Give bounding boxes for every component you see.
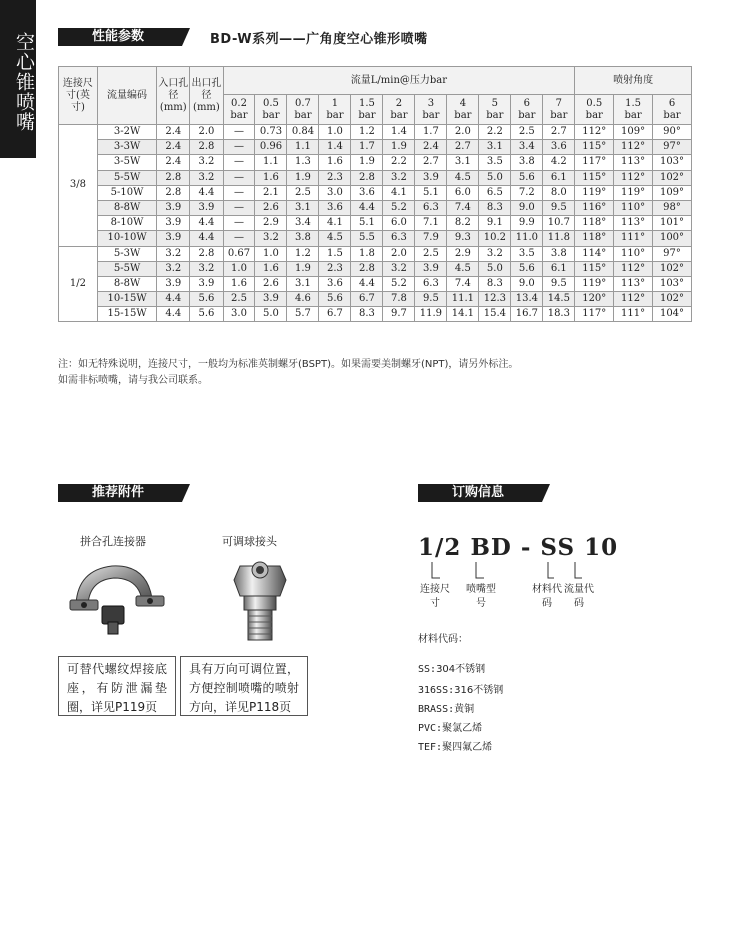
flow-value-cell: 9.7 xyxy=(383,307,415,322)
pressure-value: 3 xyxy=(427,97,435,109)
pressure-unit: bar xyxy=(663,109,681,121)
code-part-model: BD xyxy=(470,534,512,561)
flow-value-cell: 2.2 xyxy=(383,155,415,170)
flow-value-cell: — xyxy=(223,200,255,215)
inlet-diameter-cell: 3.2 xyxy=(157,246,190,261)
outlet-diameter-cell: 3.2 xyxy=(190,155,223,170)
pressure-unit: bar xyxy=(422,109,440,121)
flow-value-cell: 3.0 xyxy=(223,307,255,322)
spray-angle-cell: 97° xyxy=(653,140,692,155)
flow-value-cell: 6.5 xyxy=(479,185,511,200)
flow-value-cell: 2.9 xyxy=(447,246,479,261)
outlet-diameter-cell: 2.8 xyxy=(190,246,223,261)
flow-value-cell: 3.8 xyxy=(511,155,543,170)
flow-value-cell: 1.9 xyxy=(351,155,383,170)
accessory-name: 拼合孔连接器 xyxy=(80,535,146,548)
flow-value-cell: 9.5 xyxy=(543,276,575,291)
flow-value-cell: 6.3 xyxy=(415,200,447,215)
code-part-material: SS xyxy=(540,534,576,561)
flow-value-cell: 8.0 xyxy=(543,185,575,200)
flow-value-cell: 2.8 xyxy=(351,170,383,185)
flow-code-cell: 3-2W xyxy=(97,125,156,140)
material-item: 316SS:316不锈钢 xyxy=(418,685,504,696)
flow-value-cell: — xyxy=(223,216,255,231)
spray-angle-cell: 101° xyxy=(653,216,692,231)
flow-value-cell: 5.6 xyxy=(511,170,543,185)
flow-value-cell: 3.1 xyxy=(287,276,319,291)
inlet-diameter-cell: 3.9 xyxy=(157,200,190,215)
flow-value-cell: 3.4 xyxy=(511,140,543,155)
flow-value-cell: 11.1 xyxy=(447,292,479,307)
flow-code-cell: 5-3W xyxy=(97,246,156,261)
col-header-outlet: 出口孔径(mm) xyxy=(190,67,223,125)
flow-value-cell: — xyxy=(223,185,255,200)
flow-value-cell: 3.5 xyxy=(479,155,511,170)
accessories-section-header: 推荐附件 xyxy=(58,484,182,502)
flow-value-cell: 13.4 xyxy=(511,292,543,307)
inlet-diameter-cell: 3.9 xyxy=(157,216,190,231)
flow-value-cell: 1.0 xyxy=(255,246,287,261)
flow-value-cell: 7.9 xyxy=(415,231,447,246)
pressure-value: 0.5 xyxy=(263,97,279,109)
inlet-diameter-cell: 2.4 xyxy=(157,155,190,170)
spray-angle-cell: 119° xyxy=(575,276,614,291)
flow-value-cell: 9.3 xyxy=(447,231,479,246)
flow-value-cell: 2.2 xyxy=(479,125,511,140)
spray-angle-cell: 114° xyxy=(575,246,614,261)
flow-value-cell: 3.1 xyxy=(447,155,479,170)
pressure-unit: bar xyxy=(486,109,504,121)
spray-angle-cell: 110° xyxy=(614,200,653,215)
flow-value-cell: 7.1 xyxy=(415,216,447,231)
inlet-diameter-cell: 2.8 xyxy=(157,185,190,200)
flow-value-cell: 8.3 xyxy=(351,307,383,322)
col-header-inlet: 入口孔径(mm) xyxy=(157,67,190,125)
flow-value-cell: 2.1 xyxy=(255,185,287,200)
col-header-connection: 连接尺寸(英寸) xyxy=(59,67,98,125)
accessory-name: 可调球接头 xyxy=(222,535,277,548)
pressure-value: 4 xyxy=(459,97,467,109)
spray-angle-cell: 104° xyxy=(653,307,692,322)
outlet-diameter-cell: 4.4 xyxy=(190,231,223,246)
flow-value-cell: 7.4 xyxy=(447,200,479,215)
flow-value-cell: 3.5 xyxy=(511,246,543,261)
flow-value-cell: 4.2 xyxy=(543,155,575,170)
flow-code-cell: 5-10W xyxy=(97,185,156,200)
flow-value-cell: 1.0 xyxy=(319,125,351,140)
pressure-unit: bar xyxy=(624,109,642,121)
code-part-dash: - xyxy=(520,534,532,561)
pressure-value: 6 xyxy=(523,97,531,109)
spray-angle-cell: 103° xyxy=(653,276,692,291)
spray-angle-cell: 117° xyxy=(575,155,614,170)
flow-value-cell: 5.0 xyxy=(479,170,511,185)
outlet-diameter-cell: 5.6 xyxy=(190,292,223,307)
spray-angle-cell: 103° xyxy=(653,155,692,170)
flow-value-cell: 2.0 xyxy=(383,246,415,261)
flow-value-cell: — xyxy=(223,170,255,185)
note-line: 注：如无特殊说明，连接尺寸，一般均为标准英制螺牙(BSPT)。如果需要美制螺牙(NPT)，请另外标注。 xyxy=(58,359,519,370)
flow-value-cell: 1.7 xyxy=(351,140,383,155)
flow-value-cell: 3.9 xyxy=(255,292,287,307)
flow-value-cell: 4.6 xyxy=(287,292,319,307)
performance-section-header: 性能参数 xyxy=(58,28,182,46)
flow-value-cell: 3.9 xyxy=(415,261,447,276)
flow-value-cell: — xyxy=(223,155,255,170)
flow-code-cell: 3-3W xyxy=(97,140,156,155)
flow-value-cell: 5.2 xyxy=(383,200,415,215)
flow-value-cell: 12.3 xyxy=(479,292,511,307)
flow-code-cell: 15-15W xyxy=(97,307,156,322)
material-item: PVC:聚氯乙烯 xyxy=(418,723,483,734)
flow-value-cell: 3.6 xyxy=(351,185,383,200)
flow-code-cell: 8-8W xyxy=(97,200,156,215)
flow-value-cell: 4.4 xyxy=(351,200,383,215)
flow-value-cell: 2.5 xyxy=(415,246,447,261)
flow-value-cell: 3.6 xyxy=(543,140,575,155)
pressure-unit: bar xyxy=(585,109,603,121)
spray-angle-cell: 100° xyxy=(653,231,692,246)
flow-value-cell: 3.8 xyxy=(287,231,319,246)
flow-value-cell: 5.6 xyxy=(319,292,351,307)
flow-value-cell: 11.8 xyxy=(543,231,575,246)
pressure-value: 0.2 xyxy=(231,97,247,109)
outlet-diameter-cell: 3.2 xyxy=(190,170,223,185)
spray-angle-cell: 113° xyxy=(614,276,653,291)
inlet-diameter-cell: 3.9 xyxy=(157,231,190,246)
flow-value-cell: 1.2 xyxy=(351,125,383,140)
flow-code-cell: 8-8W xyxy=(97,276,156,291)
spray-angle-cell: 111° xyxy=(614,231,653,246)
flow-value-cell: 1.9 xyxy=(287,170,319,185)
flow-value-cell: 3.2 xyxy=(479,246,511,261)
flow-value-cell: 2.7 xyxy=(447,140,479,155)
pressure-value: 0.5 xyxy=(586,97,603,109)
connection-size-cell: 3/8 xyxy=(59,125,98,247)
flow-value-cell: 8.3 xyxy=(479,200,511,215)
flow-value-cell: 1.4 xyxy=(319,140,351,155)
spray-angle-cell: 119° xyxy=(614,185,653,200)
spray-angle-cell: 90° xyxy=(653,125,692,140)
side-category-tab: 空心锥喷嘴 xyxy=(0,0,36,158)
material-item: TEF:聚四氟乙烯 xyxy=(418,742,493,753)
outlet-diameter-cell: 3.2 xyxy=(190,261,223,276)
outlet-diameter-cell: 4.4 xyxy=(190,185,223,200)
pressure-unit: bar xyxy=(454,109,472,121)
flow-value-cell: 7.4 xyxy=(447,276,479,291)
flow-value-cell: 2.8 xyxy=(351,261,383,276)
pressure-value: 1.5 xyxy=(358,97,375,109)
col-header-flow-code: 流量编码 xyxy=(97,67,156,125)
flow-value-cell: 18.3 xyxy=(543,307,575,322)
flow-value-cell: 1.6 xyxy=(319,155,351,170)
material-item: BRASS:黄铜 xyxy=(418,704,475,715)
pressure-value: 1.5 xyxy=(625,97,642,109)
pressure-value: 5 xyxy=(491,97,499,109)
pressure-unit: bar xyxy=(550,109,568,121)
connection-size-cell: 1/2 xyxy=(59,246,98,322)
spray-angle-cell: 109° xyxy=(614,125,653,140)
col-header-flow: 流量L/min@压力bar xyxy=(223,67,575,95)
pressure-unit: bar xyxy=(294,109,312,121)
outlet-diameter-cell: 3.9 xyxy=(190,276,223,291)
flow-value-cell: — xyxy=(223,140,255,155)
flow-value-cell: 3.4 xyxy=(287,216,319,231)
pressure-unit: bar xyxy=(262,109,280,121)
flow-value-cell: 9.9 xyxy=(511,216,543,231)
flow-value-cell: — xyxy=(223,231,255,246)
flow-value-cell: 2.3 xyxy=(319,170,351,185)
pressure-unit: bar xyxy=(358,109,376,121)
flow-value-cell: 14.5 xyxy=(543,292,575,307)
flow-code-cell: 5-5W xyxy=(97,170,156,185)
spray-angle-cell: 102° xyxy=(653,292,692,307)
order-label-material: 材料代码 xyxy=(532,584,562,609)
pressure-value: 1 xyxy=(331,97,339,109)
flow-value-cell: — xyxy=(223,125,255,140)
accessory-description: 具有万向可调位置，方便控制喷嘴的喷射方向，详见P118页 xyxy=(180,656,308,716)
flow-value-cell: 5.7 xyxy=(287,307,319,322)
flow-value-cell: 4.1 xyxy=(383,185,415,200)
pressure-unit: bar xyxy=(230,109,248,121)
pressure-value: 7 xyxy=(555,97,563,109)
spray-angle-cell: 115° xyxy=(575,261,614,276)
flow-value-cell: 2.3 xyxy=(319,261,351,276)
spray-angle-cell: 112° xyxy=(575,125,614,140)
flow-value-cell: 5.0 xyxy=(255,307,287,322)
flow-value-cell: 2.5 xyxy=(223,292,255,307)
series-title: BD-W系列——广角度空心锥形喷嘴 xyxy=(210,32,428,47)
flow-value-cell: 6.3 xyxy=(383,231,415,246)
spray-angle-cell: 118° xyxy=(575,231,614,246)
outlet-diameter-cell: 2.8 xyxy=(190,140,223,155)
flow-value-cell: 4.5 xyxy=(319,231,351,246)
spray-angle-cell: 113° xyxy=(614,216,653,231)
flow-value-cell: 5.5 xyxy=(351,231,383,246)
order-section-header: 订购信息 xyxy=(418,484,542,502)
col-header-angle: 喷射角度 xyxy=(575,67,692,95)
pressure-unit: bar xyxy=(390,109,408,121)
flow-value-cell: 3.9 xyxy=(415,170,447,185)
flow-value-cell: 1.6 xyxy=(223,276,255,291)
flow-value-cell: 11.0 xyxy=(511,231,543,246)
flow-value-cell: 9.5 xyxy=(415,292,447,307)
flow-value-cell: 1.2 xyxy=(287,246,319,261)
pressure-unit: bar xyxy=(518,109,536,121)
flow-value-cell: 4.5 xyxy=(447,261,479,276)
flow-value-cell: 15.4 xyxy=(479,307,511,322)
inlet-diameter-cell: 3.2 xyxy=(157,261,190,276)
pressure-value: 0.7 xyxy=(295,97,311,109)
flow-value-cell: 3.6 xyxy=(319,276,351,291)
flow-value-cell: 1.3 xyxy=(287,155,319,170)
code-part-size: 1/2 xyxy=(418,534,462,561)
flow-value-cell: 10.7 xyxy=(543,216,575,231)
flow-value-cell: 7.2 xyxy=(511,185,543,200)
flow-value-cell: 3.2 xyxy=(383,261,415,276)
outlet-diameter-cell: 5.6 xyxy=(190,307,223,322)
material-codes-title: 材料代码： xyxy=(418,634,468,645)
spray-angle-cell: 111° xyxy=(614,307,653,322)
inlet-diameter-cell: 4.4 xyxy=(157,292,190,307)
spray-angle-cell: 109° xyxy=(653,185,692,200)
flow-value-cell: 3.1 xyxy=(287,200,319,215)
flow-value-cell: 3.2 xyxy=(255,231,287,246)
flow-value-cell: 0.67 xyxy=(223,246,255,261)
accessory-description: 可替代螺纹焊接底座，有防泄漏垫圈，详见P119页 xyxy=(58,656,176,716)
flow-value-cell: 6.7 xyxy=(319,307,351,322)
flow-value-cell: 2.9 xyxy=(255,216,287,231)
code-part-flow: 10 xyxy=(584,534,619,561)
flow-value-cell: 6.0 xyxy=(447,185,479,200)
flow-value-cell: 9.0 xyxy=(511,276,543,291)
pressure-unit: bar xyxy=(326,109,344,121)
flow-value-cell: 2.6 xyxy=(255,276,287,291)
flow-value-cell: 1.6 xyxy=(255,170,287,185)
spray-angle-cell: 112° xyxy=(614,261,653,276)
pressure-value: 6 xyxy=(668,97,676,109)
flow-value-cell: 6.3 xyxy=(415,276,447,291)
flow-value-cell: 4.4 xyxy=(351,276,383,291)
flow-value-cell: 1.5 xyxy=(319,246,351,261)
flow-value-cell: 1.8 xyxy=(351,246,383,261)
inlet-diameter-cell: 2.4 xyxy=(157,140,190,155)
flow-value-cell: 9.5 xyxy=(543,200,575,215)
flow-value-cell: 1.6 xyxy=(255,261,287,276)
spray-angle-cell: 115° xyxy=(575,140,614,155)
spray-angle-cell: 112° xyxy=(614,170,653,185)
inlet-diameter-cell: 3.9 xyxy=(157,276,190,291)
spray-angle-cell: 112° xyxy=(614,292,653,307)
spray-angle-cell: 98° xyxy=(653,200,692,215)
flow-value-cell: 8.3 xyxy=(479,276,511,291)
spray-angle-cell: 102° xyxy=(653,170,692,185)
outlet-diameter-cell: 2.0 xyxy=(190,125,223,140)
flow-value-cell: 16.7 xyxy=(511,307,543,322)
flow-value-cell: 4.5 xyxy=(447,170,479,185)
flow-value-cell: 14.1 xyxy=(447,307,479,322)
flow-value-cell: 5.1 xyxy=(351,216,383,231)
flow-code-cell: 8-10W xyxy=(97,216,156,231)
flow-value-cell: 1.1 xyxy=(255,155,287,170)
spray-angle-cell: 120° xyxy=(575,292,614,307)
flow-value-cell: 2.4 xyxy=(415,140,447,155)
flow-value-cell: 6.1 xyxy=(543,170,575,185)
flow-value-cell: 3.6 xyxy=(319,200,351,215)
material-item: SS:304不锈钢 xyxy=(418,664,486,675)
spray-angle-cell: 102° xyxy=(653,261,692,276)
flow-value-cell: 1.1 xyxy=(287,140,319,155)
flow-code-cell: 10-10W xyxy=(97,231,156,246)
inlet-diameter-cell: 2.4 xyxy=(157,125,190,140)
flow-value-cell: 4.1 xyxy=(319,216,351,231)
spray-angle-cell: 118° xyxy=(575,216,614,231)
pressure-value: 2 xyxy=(395,97,403,109)
flow-code-cell: 3-5W xyxy=(97,155,156,170)
spray-angle-cell: 115° xyxy=(575,170,614,185)
flow-value-cell: 0.96 xyxy=(255,140,287,155)
flow-value-cell: 8.2 xyxy=(447,216,479,231)
spray-angle-cell: 97° xyxy=(653,246,692,261)
spray-angle-cell: 113° xyxy=(614,155,653,170)
order-label-flow: 流量代码 xyxy=(564,584,594,609)
note-line: 如需非标喷嘴，请与我公司联系。 xyxy=(58,375,208,386)
flow-value-cell: 3.2 xyxy=(383,170,415,185)
flow-value-cell: 7.8 xyxy=(383,292,415,307)
flow-value-cell: 9.1 xyxy=(479,216,511,231)
flow-value-cell: 10.2 xyxy=(479,231,511,246)
flow-value-cell: 1.9 xyxy=(383,140,415,155)
flow-value-cell: 0.73 xyxy=(255,125,287,140)
flow-value-cell: 2.5 xyxy=(511,125,543,140)
flow-value-cell: 9.0 xyxy=(511,200,543,215)
flow-value-cell: 1.4 xyxy=(383,125,415,140)
flow-value-cell: 11.9 xyxy=(415,307,447,322)
flow-value-cell: 5.2 xyxy=(383,276,415,291)
spray-angle-cell: 110° xyxy=(614,246,653,261)
outlet-diameter-cell: 4.4 xyxy=(190,216,223,231)
flow-value-cell: 6.1 xyxy=(543,261,575,276)
flow-code-cell: 10-15W xyxy=(97,292,156,307)
flow-value-cell: 3.8 xyxy=(543,246,575,261)
outlet-diameter-cell: 3.9 xyxy=(190,200,223,215)
spray-angle-cell: 112° xyxy=(614,140,653,155)
spray-angle-cell: 116° xyxy=(575,200,614,215)
inlet-diameter-cell: 2.8 xyxy=(157,170,190,185)
flow-value-cell: 6.0 xyxy=(383,216,415,231)
flow-value-cell: 3.0 xyxy=(319,185,351,200)
order-label-size: 连接尺寸 xyxy=(420,584,450,609)
flow-code-cell: 5-5W xyxy=(97,261,156,276)
flow-value-cell: 5.0 xyxy=(479,261,511,276)
flow-value-cell: 2.0 xyxy=(447,125,479,140)
flow-value-cell: 2.5 xyxy=(287,185,319,200)
flow-value-cell: 1.7 xyxy=(415,125,447,140)
flow-value-cell: 6.7 xyxy=(351,292,383,307)
spray-angle-cell: 119° xyxy=(575,185,614,200)
flow-value-cell: 2.7 xyxy=(415,155,447,170)
flow-value-cell: 0.84 xyxy=(287,125,319,140)
inlet-diameter-cell: 4.4 xyxy=(157,307,190,322)
flow-value-cell: 5.1 xyxy=(415,185,447,200)
spray-angle-cell: 117° xyxy=(575,307,614,322)
flow-value-cell: 1.9 xyxy=(287,261,319,276)
flow-value-cell: 2.7 xyxy=(543,125,575,140)
flow-value-cell: 3.1 xyxy=(479,140,511,155)
flow-value-cell: 1.0 xyxy=(223,261,255,276)
flow-value-cell: 5.6 xyxy=(511,261,543,276)
flow-value-cell: 2.6 xyxy=(255,200,287,215)
order-label-model: 喷嘴型号 xyxy=(466,584,496,609)
